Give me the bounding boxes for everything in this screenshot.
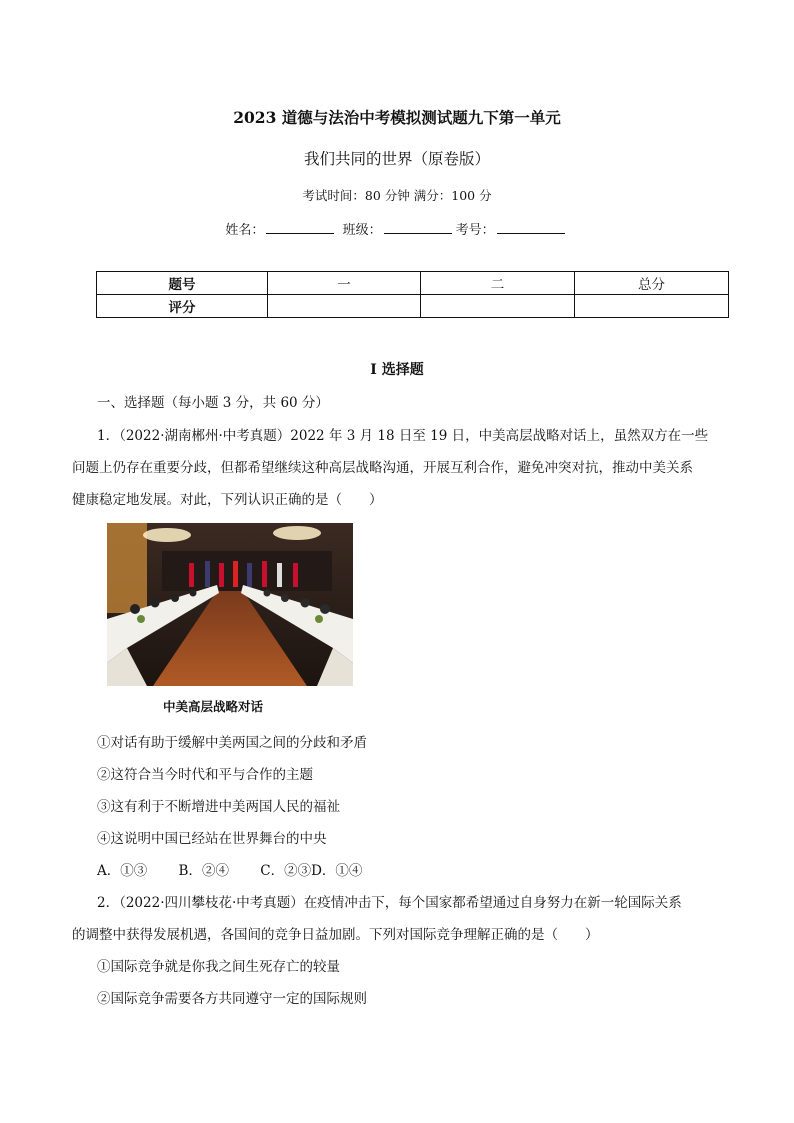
score-table xyxy=(96,271,729,318)
document-subtitle: 我们共同的世界（原卷版） xyxy=(303,150,490,168)
score-table-score-row xyxy=(97,295,729,318)
name-blank xyxy=(266,219,334,234)
q1-line-1: 1．（2022·湖南郴州·中考真题）2022 年 3 月 18 日至 19 日，中美高层战略对话上，虽然双方在一些 xyxy=(97,428,709,444)
exam-info: 考试时间：80 分钟 满分：100 分 xyxy=(302,188,492,203)
photo-caption: 中美高层战略对话 xyxy=(163,699,264,714)
meeting-photo xyxy=(107,523,353,686)
name-label: 姓名： xyxy=(225,223,265,238)
score-table-header-row xyxy=(97,272,729,295)
q1-option-4: ④这说明中国已经站在世界舞台的中央 xyxy=(97,831,327,847)
q1-line-3: 健康稳定地发展。对此，下列认识正确的是（ ） xyxy=(72,492,383,508)
q1-line-2: 问题上仍存在重要分歧，但都希望继续这种高层战略沟通，开展互利合作，避免冲突对抗，推动中美关系 xyxy=(72,460,693,476)
q2-option-2: ②国际竞争需要各方共同遵守一定的国际规则 xyxy=(97,991,367,1007)
score-cell-part1 xyxy=(268,295,421,318)
score-header-part1: 一 xyxy=(268,272,421,295)
score-header-part2: 二 xyxy=(421,272,575,295)
part-heading: 一、选择题（每小题 3 分，共 60 分） xyxy=(97,395,329,411)
class-blank xyxy=(384,219,452,234)
q1-option-1: ①对话有助于缓解中美两国之间的分歧和矛盾 xyxy=(97,735,367,751)
q1-choices: A．①③ B．②④ C．②③D．①④ xyxy=(97,863,363,879)
number-blank xyxy=(497,219,565,234)
score-header-number: 题号 xyxy=(97,272,268,295)
q2-line-1: 2．（2022·四川攀枝花·中考真题）在疫情冲击下，每个国家都希望通过自身努力在新一轮国际关系 xyxy=(97,895,682,911)
student-info-row xyxy=(0,219,794,238)
class-label: 班级： xyxy=(342,223,382,238)
q2-line-2: 的调整中获得发展机遇，各国间的竞争日益加剧。下列对国际竞争理解正确的是（ ） xyxy=(72,927,599,943)
score-header-total: 总分 xyxy=(575,272,729,295)
document-title: 2023 道德与法治中考模拟测试题九下第一单元 xyxy=(233,108,561,127)
score-cell-total xyxy=(575,295,729,318)
q1-option-3: ③这有利于不断增进中美两国人民的福祉 xyxy=(97,799,340,815)
q1-option-2: ②这符合当今时代和平与合作的主题 xyxy=(97,767,313,783)
score-cell-part2 xyxy=(421,295,575,318)
number-label: 考号： xyxy=(455,223,495,238)
section-title: I 选择题 xyxy=(370,362,424,378)
score-row-label: 评分 xyxy=(97,295,268,318)
q2-option-1: ①国际竞争就是你我之间生死存亡的较量 xyxy=(97,959,340,975)
